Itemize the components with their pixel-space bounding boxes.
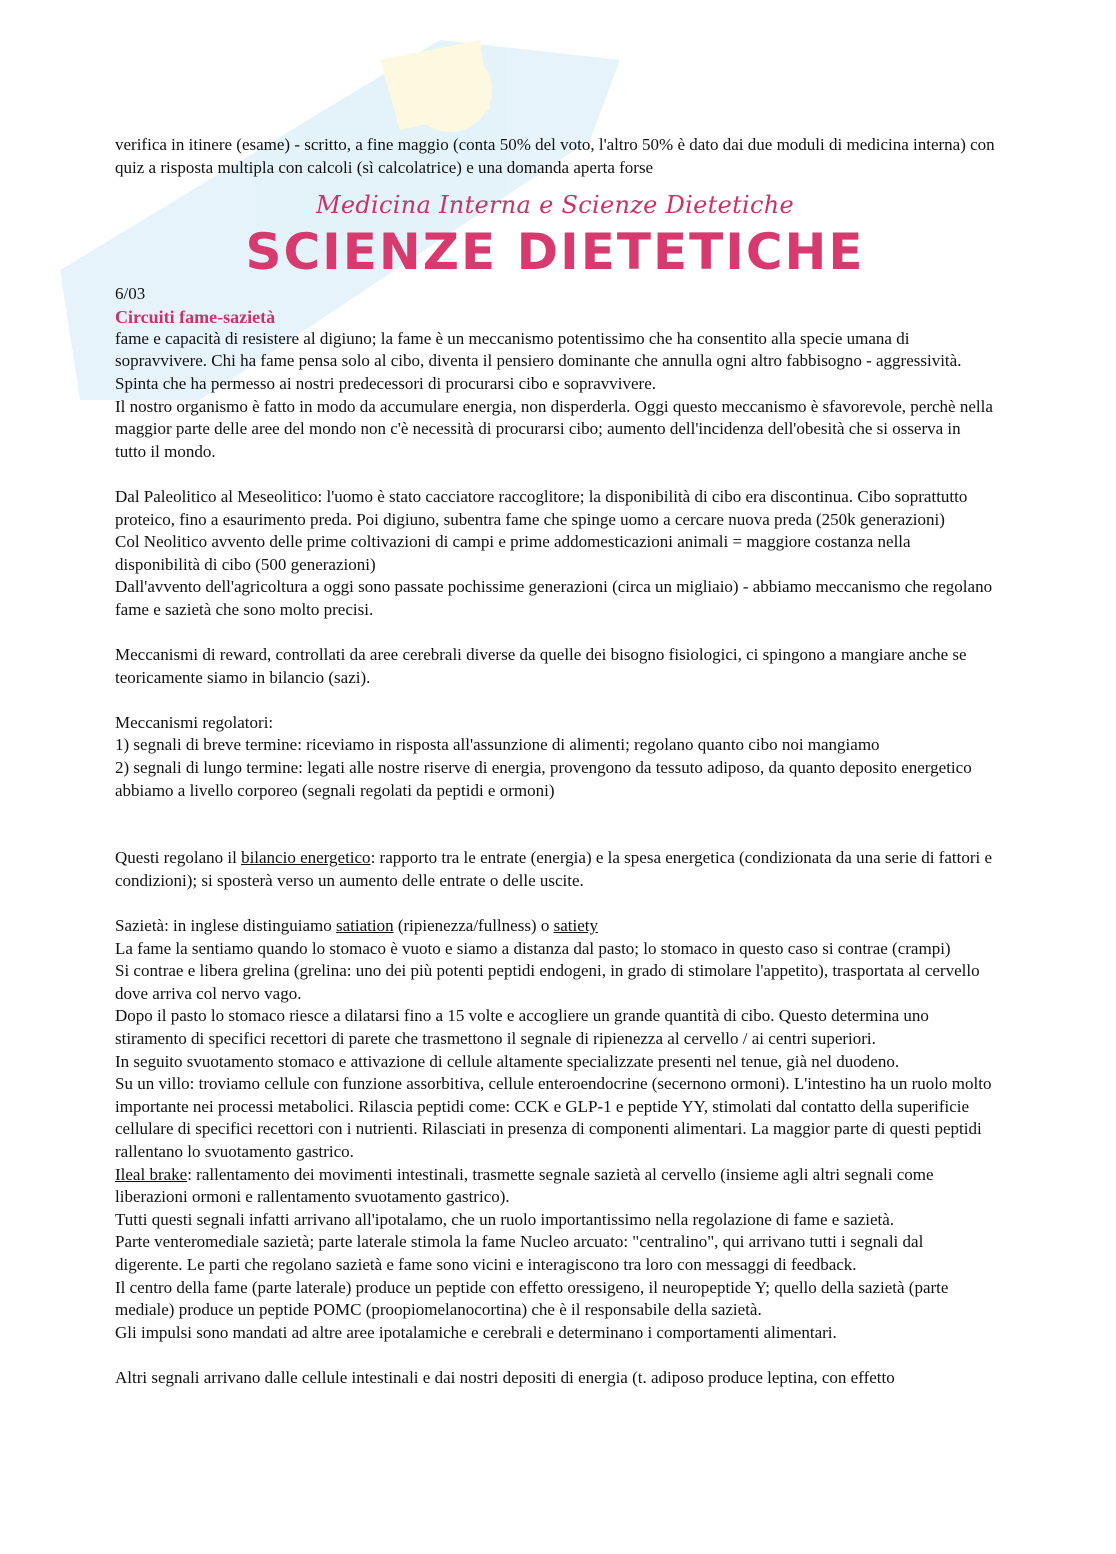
paragraph: Sazietà: in inglese distinguiamo satiation (ripienezza/fullness) o satiety: [115, 916, 598, 936]
paragraph: Col Neolitico avvento delle prime coltivazioni di campi e prime addomesticazioni animali = maggiore costanza nella disponibilità di cibo (500 generazioni): [115, 532, 911, 574]
paragraph: Il centro della fame (parte laterale) produce un peptide con effetto oressigeno, il neuropeptide Y; quello della sazietà (parte mediale) produce un peptide POMC (proopiomelanocortina) che è il responsabile della sazietà.: [115, 1277, 949, 1320]
list-item: 1) segnali di breve termine: riceviamo in risposta all'assunzione di alimenti; regolano quanto cibo noi mangiamo: [115, 735, 880, 755]
document-title: SCIENZE DIETETICHE: [245, 223, 865, 282]
title-block: [115, 189, 995, 283]
paragraph: La fame la sentiamo quando lo stomaco è vuoto e siamo a distanza dal pasto; lo stomaco in questo caso si contrae (crampi): [115, 938, 951, 958]
document-subtitle: Medicina Interna e Scienze Dietetiche: [316, 191, 794, 220]
lecture-date: 6/03: [115, 284, 146, 304]
paragraph: Tutti questi segnali infatti arrivano all'ipotalamo, che un ruolo importantissimo nella regolazione di fame e sazietà.: [115, 1209, 895, 1229]
section-heading: Circuiti fame-sazietà: [115, 306, 276, 327]
paragraph: Parte venteromediale sazietà; parte laterale stimola la fame Nucleo arcuato: "centralino", qui arrivano tutti i segnali dal digerente. Le parti che regolano sazietà e fame sono vicini e interagiscono tra loro con messaggi di feedback.: [115, 1232, 924, 1274]
paragraph: Dal Paleolitico al Meseolitico: l'uomo è stato cacciatore raccoglitore; la disponibilità di cibo era discontinua. Cibo soprattutto proteico, fino a esaurimento preda. Poi digiuno, subentra fame che spinge uomo a cercare nuova preda (250k generazioni): [115, 486, 968, 529]
underlined-term: satiety: [553, 916, 598, 936]
paragraph: fame e capacità di resistere al digiuno; la fame è un meccanismo potentissimo che ha consentito alla specie umana di sopravvivere. Chi ha fame pensa solo al cibo, diventa il pensiero dominante che annulla ogni altro fabbisogno - aggressività. Spinta che ha permesso ai nostri predecessori di procurarsi cibo e sopravvivere.: [115, 328, 962, 393]
underlined-term: Ileal brake: [115, 1164, 188, 1184]
paragraph: Ileal brake: rallentamento dei movimenti intestinali, trasmette segnale sazietà al cervello (insieme agli altri segnali come liberazioni ormoni e rallentamento svuotamento gastrico).: [115, 1164, 934, 1207]
paragraph: Su un villo: troviamo cellule con funzione assorbitiva, cellule enteroendocrine (secernono ormoni). L'intestino ha un ruolo molto importante nei processi metabolici. Rilascia peptidi come: CCK e GLP-1 e peptide YY, stimolati dal contatto della superificie cellulare di specifici recettori con i nutrienti. Rilasciati in presenza di componenti alimentari. La maggior parte di questi peptidi rallentano lo svuotamento gastrico.: [115, 1074, 992, 1161]
underlined-term: bilancio energetico: [241, 848, 371, 868]
intro-text: verifica in itinere (esame) - scritto, a fine maggio (conta 50% del voto, l'altro 50% è dato dai due moduli di medicina interna) con quiz a risposta multipla con calcoli (sì calcolatrice) e una domanda aperta forse: [115, 135, 995, 177]
paragraph: Altri segnali arrivano dalle cellule intestinali e dai nostri depositi di energia (t. adiposo produce leptina, con effetto: [115, 1367, 895, 1387]
list-item: 2) segnali di lungo termine: legati alle nostre riserve di energia, provengono da tessuto adiposo, da quanto deposito energetico abbiamo a livello corporeo (segnali regolati da peptidi e ormoni): [115, 758, 972, 800]
paragraph: Il nostro organismo è fatto in modo da accumulare energia, non disperderla. Oggi questo meccanismo è sfavorevole, perchè nella maggior parte delle aree del mondo non c'è necessità di procurarsi cibo; aumento dell'incidenza dell'obesità che si osserva in tutto il mondo.: [115, 396, 993, 461]
paragraph: Questi regolano il bilancio energetico: rapporto tra le entrate (energia) e la spesa energetica (condizionata da una serie di fattori e condizioni); si sposterà verso un aumento delle entrate o delle uscite.: [115, 848, 993, 890]
paragraph: Dall'avvento dell'agricoltura a oggi sono passate pochissime generazioni (circa un migliaio) - abbiamo meccanismo che regolano fame e sazietà che sono molto precisi.: [115, 577, 993, 619]
paragraph: In seguito svuotamento stomaco e attivazione di cellule altamente specializzate presenti nel tenue, già nel duodeno.: [115, 1051, 900, 1071]
paragraph: Meccanismi di reward, controllati da aree cerebrali diverse da quelle dei bisogno fisiologici, ci spingono a mangiare anche se teoricamente siamo in bilancio (sazi).: [115, 645, 967, 687]
paragraph: Meccanismi regolatori:: [115, 712, 274, 732]
underlined-term: satiation: [335, 916, 394, 936]
paragraph: Dopo il pasto lo stomaco riesce a dilatarsi fino a 15 volte e accogliere un grande quantità di cibo. Questo determina uno stiramento di specifici recettori di parete che trasmettono il segnale di ripienezza al cervello / ai centri superiori.: [115, 1006, 929, 1048]
paragraph: Gli impulsi sono mandati ad altre aree ipotalamiche e cerebrali e determinano i comportamenti alimentari.: [115, 1322, 837, 1342]
paragraph: Si contrae e libera grelina (grelina: uno dei più potenti peptidi endogeni, in grado di stimolare l'appetito), trasportata al cervello dove arriva col nervo vago.: [115, 961, 980, 1003]
document-page: [115, 134, 995, 1390]
